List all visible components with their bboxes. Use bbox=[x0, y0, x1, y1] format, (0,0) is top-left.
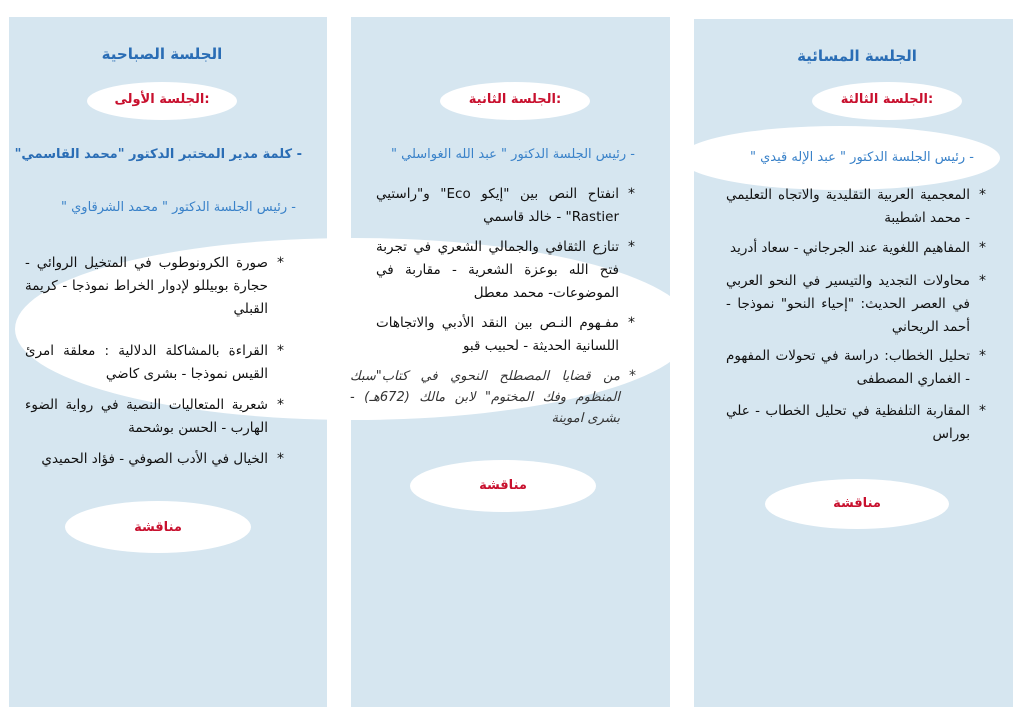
session-2-chair: - رئيس الجلسة الدكتور " عبد الله الغواسلي " bbox=[391, 147, 635, 162]
paper-right-2: * المفاهيم اللغوية عند الجرجاني - سعاد أدريد bbox=[726, 237, 970, 260]
paper-left-3: * شعرية المتعاليات النصية في رواية الضوء الهارب - الحسن بوشحمة bbox=[25, 394, 268, 440]
paper-middle-4: * من قضايا المصطلح النحوي في كتاب"سبك المنظوم وفك المختوم" لابن مالك (672هـ) - بشرى اموينة bbox=[350, 366, 620, 429]
opening-speech: - كلمة مدير المختبر الدكتور "محمد القاسمي" bbox=[14, 147, 302, 162]
session-3-title: الجلسة الثالثة: bbox=[840, 92, 934, 107]
discussion-left: مناقشة bbox=[134, 520, 182, 535]
paper-right-3: * محاولات التجديد والتيسير في النحو العربي في العصر الحديث: "إحياء النحو" نموذجا - أحمد الريحاني bbox=[726, 270, 970, 339]
paper-left-4: * الخيال في الأدب الصوفي - فؤاد الحميدي bbox=[25, 448, 268, 471]
paper-middle-2: * تنازع الثقافي والجمالي الشعري في تجربة فتح الله بوعزة الشعرية - مقاربة في الموضوعات- محمد معطل bbox=[376, 236, 619, 305]
paper-right-1: * المعجمية العربية التقليدية والاتجاه التعليمي - محمد اشطيبة bbox=[726, 184, 970, 230]
paper-right-4: * تحليل الخطاب: دراسة في تحولات المفهوم - الغماري المصطفى bbox=[726, 345, 970, 391]
session-2-title: الجلسة الثانية: bbox=[468, 92, 562, 107]
paper-middle-3: * مفـهوم النـص بين النقد الأدبي والاتجاهات اللسانية الحديثة - لحبيب قبو bbox=[376, 312, 619, 358]
paper-left-1: * صورة الكرونوطوب في المتخيل الروائي - حجارة بوبيللو لإدوار الخراط نموذجا - كريمة القبلي bbox=[25, 252, 268, 321]
session-3-chair: - رئيس الجلسة الدكتور " عبد الإله قيدي " bbox=[749, 150, 974, 165]
paper-right-5: * المقاربة التلفظية في تحليل الخطاب - علي بوراس bbox=[726, 400, 970, 446]
session-1-chair: - رئيس الجلسة الدكتور " محمد الشرقاوي " bbox=[61, 200, 296, 215]
discussion-middle: مناقشة bbox=[479, 478, 527, 493]
discussion-right: مناقشة bbox=[833, 496, 881, 511]
evening-session-title: الجلسة المسائية bbox=[797, 47, 917, 65]
session-1-title: الجلسة الأولى: bbox=[114, 92, 210, 107]
paper-left-2: * القراءة بالمشاكلة الدلالية : معلقة امرئ القيس نموذجا - بشرى كاضي bbox=[25, 340, 268, 386]
morning-session-title: الجلسة الصباحية bbox=[101, 45, 223, 63]
paper-middle-1: * انفتاح النص بين "إيكو Eco" و"راستيي Rastier" - خالد قاسمي bbox=[376, 183, 619, 229]
